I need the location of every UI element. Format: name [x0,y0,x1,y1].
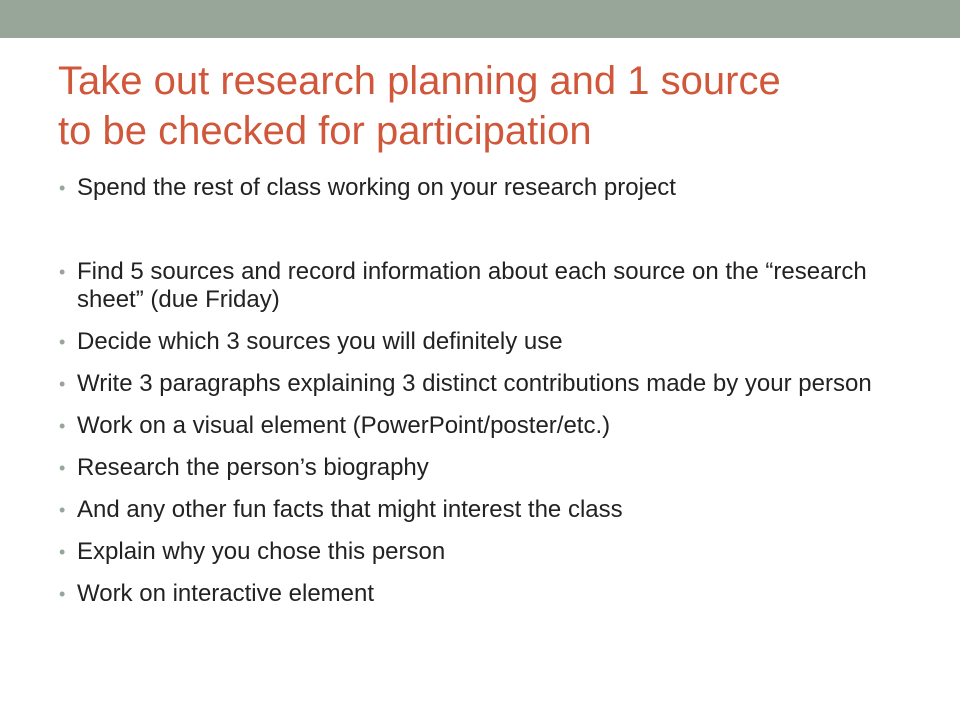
bullet-text: Research the person’s biography [77,454,429,481]
bullet-marker-icon: • [59,332,66,352]
top-accent-bar [0,0,960,38]
bullet-text: Work on a visual element (PowerPoint/poster/etc.) [77,412,611,439]
bullet-marker-icon: • [59,542,66,562]
bullet-marker-icon: • [59,500,66,520]
slide-title-line-2: to be checked for participation [58,109,592,153]
bullet-item [58,174,918,202]
bullet-text: And any other fun facts that might interest the class [77,496,623,523]
bullet-text: Explain why you chose this person [77,538,446,565]
bullet-marker-icon: • [59,416,66,436]
bullet-marker-icon: • [59,458,66,478]
bullet-text: Decide which 3 sources you will definitely use [77,328,563,355]
bullet-marker-icon: • [59,262,66,282]
bullet-item [58,454,918,482]
bullet-text: Write 3 paragraphs explaining 3 distinct contributions made by your person [77,370,872,397]
bullet-item [58,496,918,524]
bullet-marker-icon: • [59,178,66,198]
bullet-text: Work on interactive element [77,580,375,607]
slide-title [58,56,918,156]
bullet-item [58,580,918,608]
bullet-list [58,174,918,622]
bullet-item [58,538,918,566]
bullet-item [58,258,918,314]
bullet-marker-icon: • [59,584,66,604]
bullet-item [58,412,918,440]
bullet-text: Find 5 sources and record information about each source on the “research sheet” (due Friday) [77,258,867,313]
bullet-item [58,370,918,398]
bullet-item [58,328,918,356]
slide-title-line-1: Take out research planning and 1 source [58,59,781,103]
bullet-marker-icon: • [59,374,66,394]
bullet-text: Spend the rest of class working on your research project [77,174,676,201]
